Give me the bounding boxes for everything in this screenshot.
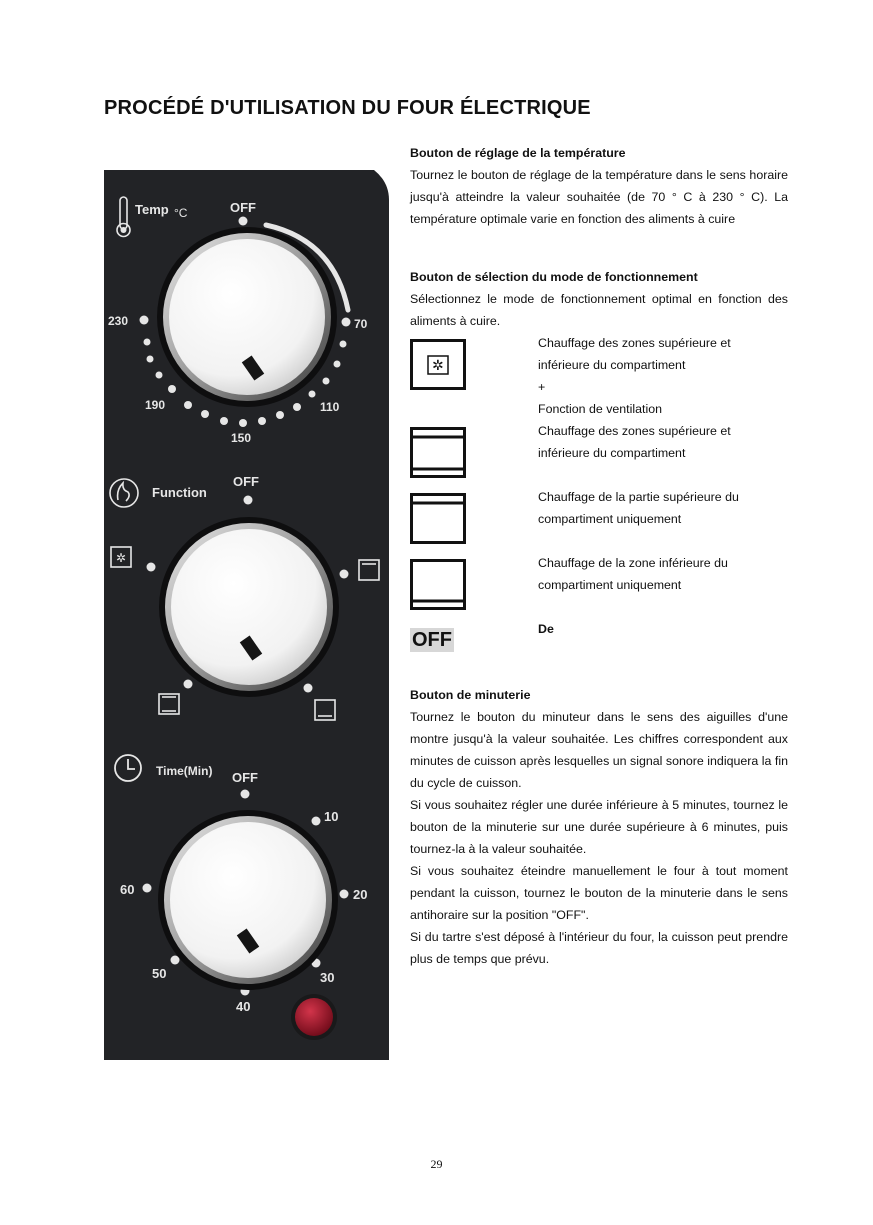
temp-tick-70: 70 [354, 317, 368, 331]
mode-section [410, 266, 788, 332]
temp-unit: °C [174, 206, 188, 220]
timer-tick-20: 20 [353, 887, 368, 902]
timer-knob[interactable] [158, 810, 338, 990]
mode-item-top: Chauffage de la partie supérieure du compartiment uniquement [538, 490, 739, 526]
timer-tick-50: 50 [152, 966, 167, 981]
page-title: PROCÉDÉ D'UTILISATION DU FOUR ÉLECTRIQUE [104, 97, 591, 119]
function-label: Function [152, 485, 207, 500]
timer-tick-10: 10 [324, 809, 339, 824]
temp-tick-110: 110 [320, 400, 340, 414]
off-mode-label: OFF [412, 629, 452, 651]
timer-label: Time(Min) [156, 764, 213, 778]
temperature-section [410, 142, 788, 230]
timer-tick-30: 30 [320, 970, 335, 985]
bottom-heat-icon [410, 559, 468, 611]
mode-body: Sélectionnez le mode de fonctionnement optimal en fonction des aliments à cuire. [410, 292, 788, 328]
svg-text:✲: ✲ [432, 357, 444, 373]
function-off-label: OFF [233, 474, 259, 489]
temperature-heading: Bouton de réglage de la température [410, 146, 626, 160]
fan-top-bottom-heat-icon [410, 339, 468, 391]
function-off-dot [244, 496, 253, 505]
temp-tick-150: 150 [231, 431, 252, 445]
temperature-body: Tournez le bouton de réglage de la température dans le sens horaire jusqu'à atteindre la valeur souhaitée (de 70 ° C à 230 ° C). La température optimale varie en fonction des aliments à cuire [410, 168, 788, 226]
mode-heading: Bouton de sélection du mode de fonctionnement [410, 270, 698, 284]
svg-text:✲: ✲ [116, 551, 127, 565]
timer-tick-40: 40 [236, 999, 251, 1014]
temp-label: Temp [135, 202, 169, 217]
timer-heading: Bouton de minuterie [410, 688, 531, 702]
temp-off-dot [239, 217, 248, 226]
oven-control-panel [104, 170, 389, 1060]
page-number: 29 [430, 1157, 443, 1171]
timer-paragraph-1: Tournez le bouton du minuteur dans le sens des aiguilles d'une montre jusqu'à la valeur souhaitée. Les chiffres correspondent aux minutes de cuisson après lesquelles un signal sonore indiquera la fin du cycle de cuisson. [410, 710, 788, 790]
mode-item-bottom: Chauffage de la zone inférieure du compartiment uniquement [538, 556, 728, 592]
timer-paragraph-2: Si vous souhaitez régler une durée inférieure à 5 minutes, tournez le bouton de la minuterie sur une durée supérieure à 6 minutes, puis tournez-la à la valeur souhaitée. [410, 798, 788, 856]
top-heat-icon [410, 493, 468, 545]
timer-tick-60: 60 [120, 882, 135, 897]
temperature-knob[interactable] [157, 227, 337, 407]
top-bottom-heat-icon [410, 427, 468, 479]
off-mode-desc: De [538, 622, 554, 636]
temp-off-label: OFF [230, 200, 256, 215]
function-knob[interactable] [159, 517, 339, 697]
timer-section [410, 684, 788, 970]
timer-paragraph-3: Si vous souhaitez éteindre manuellement le four à tout moment pendant la cuisson, tournez le bouton de la minuterie dans le sens antihoraire sur la position "OFF". [410, 864, 788, 922]
timer-off-label: OFF [232, 770, 258, 785]
temp-tick-230: 230 [108, 314, 129, 328]
mode-item-fan: Chauffage des zones supérieure et inférieure du compartiment + Fonction de ventilation [538, 336, 731, 416]
mode-item-top-bottom: Chauffage des zones supérieure et inférieure du compartiment [538, 424, 731, 460]
temp-tick-190: 190 [145, 398, 166, 412]
timer-off-dot [241, 790, 250, 799]
timer-paragraph-4: Si du tartre s'est déposé à l'intérieur du four, la cuisson peut prendre plus de temps que prévu. [410, 930, 788, 966]
indicator-light [291, 994, 337, 1040]
